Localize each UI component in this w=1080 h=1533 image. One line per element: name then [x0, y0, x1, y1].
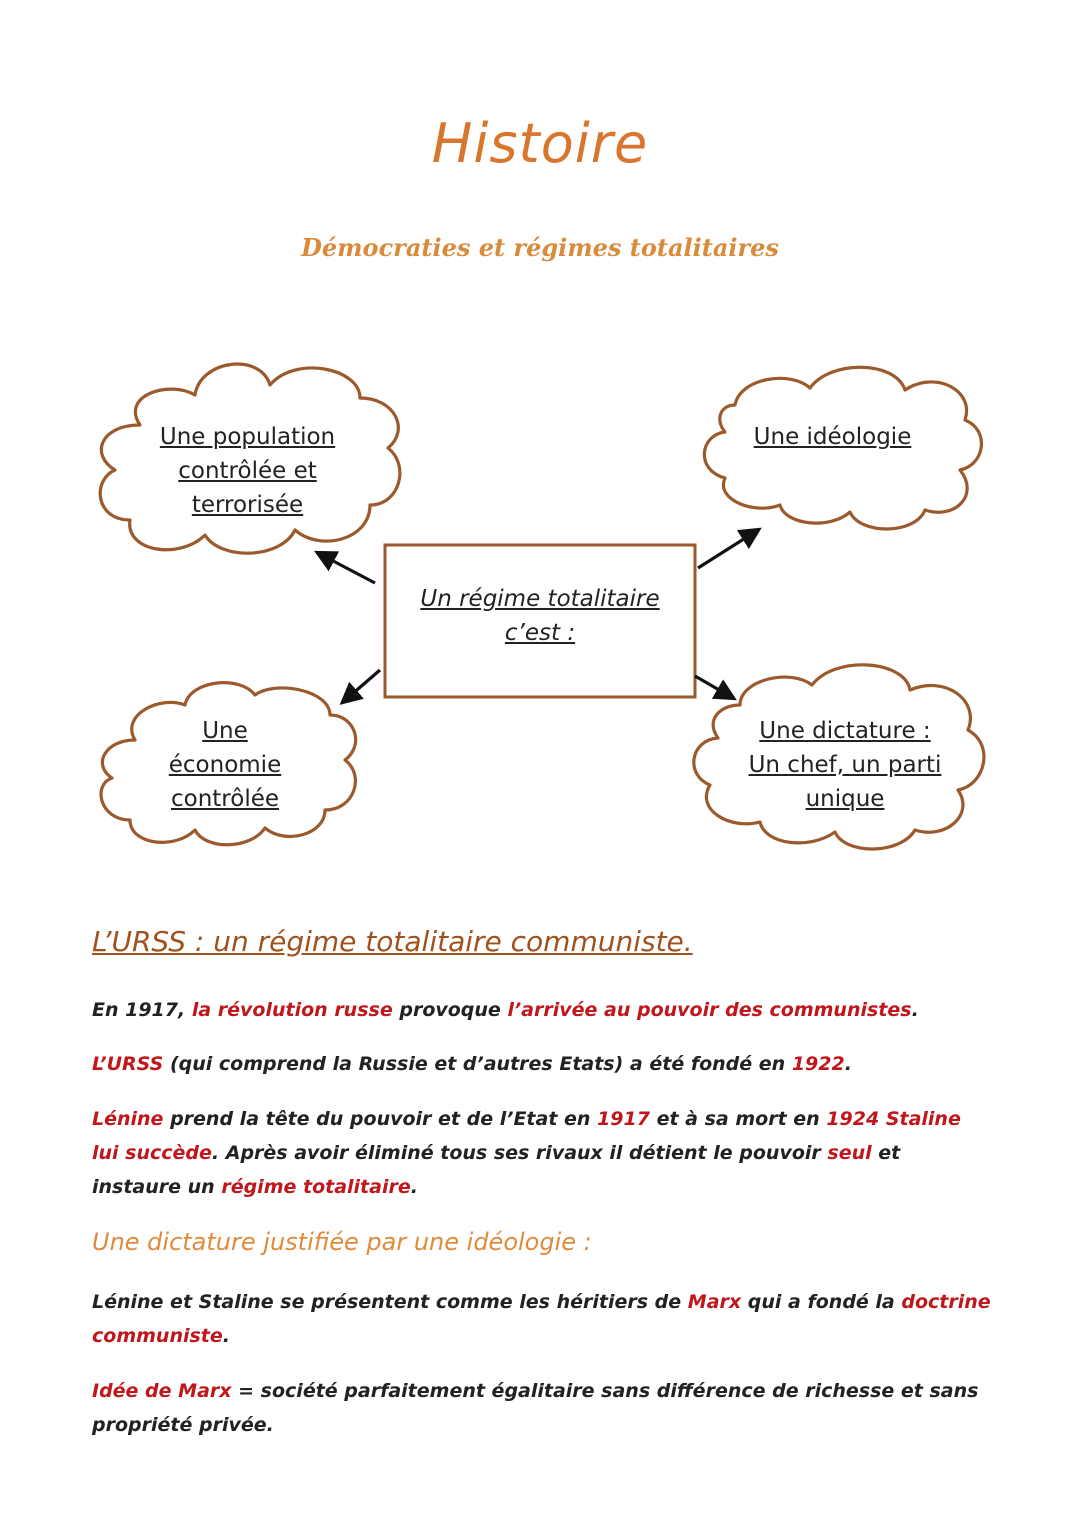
node-economy: Une économie contrôlée [168, 718, 282, 812]
paragraph-4: Lénine et Staline se présentent comme les héritiers de Marx qui a fondé la doctrine communiste. [92, 1291, 991, 1347]
page-subtitle: Démocraties et régimes totalitaires [301, 233, 779, 262]
paragraph-3: Lénine prend la tête du pouvoir et de l’Etat en 1917 et à sa mort en 1924 Staline lui succède. Après avoir éliminé tous ses rivaux il détient le pouvoir seul et instaure un régime totalitaire. [92, 1108, 961, 1198]
page-title: Histoire [431, 112, 649, 175]
node-population: Une population contrôlée et terrorisée [159, 424, 336, 518]
arrow-bottom-right [695, 676, 733, 698]
arrow-bottom-left [343, 670, 380, 702]
center-label: Un régime totalitaire c’est : [420, 586, 660, 646]
arrow-top-right [698, 530, 758, 568]
paragraph-5: Idée de Marx = société parfaitement égalitaire sans différence de richesse et sans propriété privée. [92, 1380, 979, 1436]
sub-heading: Une dictature justifiée par une idéologie : [92, 1228, 592, 1256]
section-heading: L’URSS : un régime totalitaire communiste. [92, 925, 693, 958]
node-dictatorship: Une dictature : Un chef, un parti unique [748, 718, 942, 812]
arrow-top-left [318, 553, 375, 583]
paragraph-1: En 1917, la révolution russe provoque l’arrivée au pouvoir des communistes. [92, 999, 919, 1021]
paragraph-2: L’URSS (qui comprend la Russie et d’autres Etats) a été fondé en 1922. [92, 1053, 852, 1075]
node-ideology: Une idéologie [753, 424, 912, 450]
